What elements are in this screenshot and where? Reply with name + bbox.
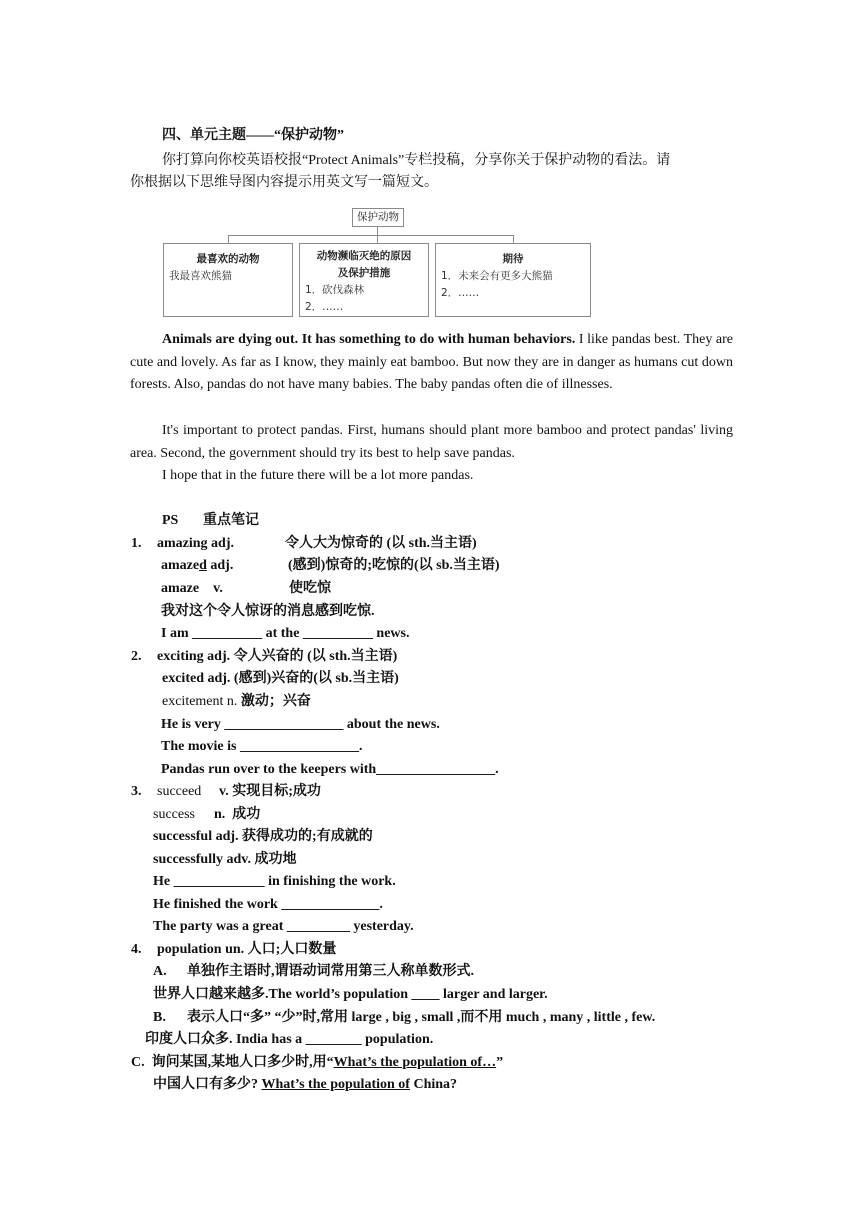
mindmap-box-title: 期待: [502, 253, 524, 265]
mindmap-box-item: 1．未来会有更多大熊猫: [441, 270, 553, 282]
essay-paragraph-1: [130, 329, 733, 397]
note-1c-word: amaze v.: [161, 581, 223, 596]
mindmap-box-hope: [435, 243, 591, 317]
note-1-number: 1.: [131, 536, 142, 551]
note-4c-line: C. 询问某国,某地人口多少时,用“What’s the population of…”: [131, 1055, 504, 1070]
note-3b-line: n. 成功: [214, 807, 261, 822]
mindmap-box-item: 1．砍伐森林: [305, 284, 365, 296]
note-2-line: exciting adj. 令人兴奋的 (以 sth.当主语): [157, 649, 398, 664]
intro-line-2: 你根据以下思维导图内容提示用英文写一篇短文。: [130, 175, 438, 190]
note-1-chinese-sentence: 我对这个令人惊讶的消息感到吃惊.: [161, 604, 375, 619]
note-3c-line: successful adj. 获得成功的;有成就的: [153, 829, 373, 844]
note-2b-line: excited adj. (感到)兴奋的(以 sb.当主语): [162, 671, 399, 686]
mindmap-box-item: 2．……: [305, 301, 344, 313]
note-1-exercise: I am __________ at the __________ news.: [161, 626, 410, 641]
note-2-exercise-3: Pandas run over to the keepers with_________________.: [161, 762, 499, 777]
mindmap-box-title: 动物濒临灭绝的原因: [316, 250, 412, 262]
note-3-number: 3.: [131, 784, 142, 799]
note-4a-text: 单独作主语时,谓语动词常用第三人称单数形式.: [187, 964, 474, 979]
note-3-exercise-3: The party was a great _________ yesterday.: [153, 919, 414, 934]
note-4-number: 4.: [131, 942, 142, 957]
note-3b-word: success: [153, 807, 195, 822]
mindmap-root: 保护动物: [352, 208, 404, 227]
ps-label: PS: [162, 513, 179, 528]
mindmap-connector-middle: [377, 235, 378, 243]
note-4c-example: 中国人口有多少? What’s the population of China?: [153, 1077, 458, 1092]
note-2-number: 2.: [131, 649, 142, 664]
note-1b-meaning: (感到)惊奇的;吃惊的(以 sb.当主语): [288, 558, 500, 573]
note-1c-meaning: 使吃惊: [289, 581, 331, 596]
section-heading: 四、单元主题——“保护动物”: [162, 128, 344, 143]
note-1-word: amazing adj.: [157, 536, 234, 551]
note-1-meaning: 令人大为惊奇的 (以 sth.当主语): [285, 536, 477, 551]
mindmap-box-item: 2．……: [441, 287, 480, 299]
mindmap-connector-horizontal: [228, 235, 514, 236]
note-2c-line: excitement n. 激动；兴奋: [162, 694, 311, 709]
mindmap-box-favorite: [163, 243, 293, 317]
mindmap-connector-vertical: [377, 227, 378, 235]
notes-title: 重点笔记: [203, 513, 259, 528]
note-3-line: v. 实现目标;成功: [219, 784, 321, 799]
mindmap-box-item: 我最喜欢熊猫: [169, 270, 232, 282]
note-4a-label: A.: [153, 964, 167, 979]
essay-paragraph-3: I hope that in the future there will be a lot more pandas.: [162, 468, 474, 483]
note-1b-word: amazed adj.: [161, 558, 234, 573]
mindmap-connector-left: [228, 235, 229, 243]
note-4b-example: 印度人口众多. India has a ________ population.: [145, 1032, 434, 1047]
essay-topic-sentence: Animals are dying out. It has something to do with human behaviors.: [162, 332, 576, 347]
note-3-exercise-1: He _____________ in finishing the work.: [153, 874, 396, 889]
note-3-exercise-2: He finished the work ______________.: [153, 897, 383, 912]
intro-line-1: 你打算向你校英语校报“Protect Animals”专栏投稿，分享你关于保护动物的看法。请: [162, 153, 671, 168]
essay-paragraph-2: It's important to protect pandas. First, humans should plant more bamboo and protect pandas' living area. Second, the government should try its best to help save pandas.: [130, 423, 733, 461]
mindmap-box-title: 最喜欢的动物: [196, 253, 260, 265]
essay-p1-body: I like pandas best. They are cute and lovely. As far as I know, they mainly eat bamboo. But now they are in danger as humans cut down forests. Also, pandas do not have many babies. The baby pandas often die of illnesses.: [130, 332, 734, 393]
note-3d-line: successfully adv. 成功地: [153, 852, 297, 867]
note-3-word: succeed: [157, 784, 202, 799]
note-2-exercise-2: The movie is _________________.: [161, 739, 363, 754]
note-4a-example: 世界人口越来越多.The world’s population ____ larger and larger.: [153, 987, 548, 1002]
mindmap-box-causes: [299, 243, 429, 317]
note-4-line: population un. 人口;人口数量: [157, 942, 337, 957]
note-2-exercise-1: He is very _________________ about the news.: [161, 717, 440, 732]
mindmap-connector-right: [513, 235, 514, 243]
note-4b-label: B.: [153, 1010, 166, 1025]
mindmap-box-title-2: 及保护措施: [337, 267, 391, 279]
note-4b-text: 表示人口“多” “少”时,常用 large , big , small ,而不用 much , many , little , few.: [187, 1010, 656, 1025]
